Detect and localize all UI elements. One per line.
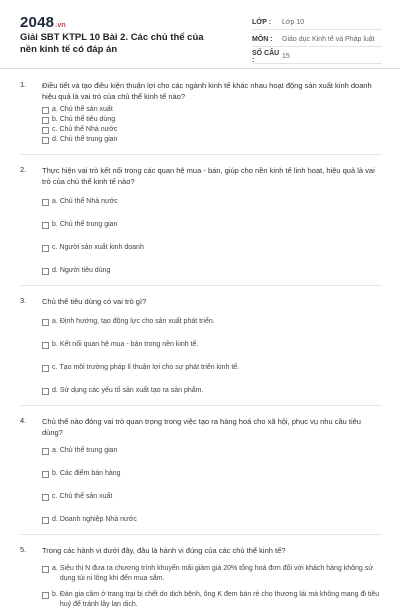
option-c[interactable] [42, 243, 382, 253]
option-text: Người sản xuất kinh doanh [59, 244, 144, 251]
option-c[interactable] [42, 125, 382, 135]
option-d[interactable] [42, 266, 382, 276]
checkbox-icon[interactable] [42, 388, 49, 395]
question-2 [20, 165, 382, 276]
option-letter: a. [52, 565, 58, 572]
option-text: Chủ thể trung gian [59, 447, 118, 454]
option-text: Doanh nghiệp Nhà nước [59, 516, 137, 523]
question-3 [20, 296, 382, 396]
option-letter: a. [52, 447, 58, 454]
question-number: 2. [20, 165, 27, 174]
option-text: Sử dụng các yếu tố sản xuất tạo ra sản phẩm. [59, 387, 204, 394]
meta-row-subject [252, 33, 382, 47]
checkbox-icon[interactable] [42, 117, 49, 124]
meta-value: 15 [282, 53, 290, 60]
question-1 [20, 80, 382, 145]
option-text: Đàn gia cầm ở trang trại bị chết do dịch bệnh, ông K đem bán rẻ cho thương lái mà không mang đi tiêu huỷ để tránh lây lan dịch. [59, 591, 380, 608]
checkbox-icon[interactable] [42, 566, 49, 573]
option-d[interactable] [42, 135, 382, 145]
option-letter: c. [52, 244, 58, 251]
option-c[interactable] [42, 363, 382, 373]
site-logo[interactable] [20, 14, 66, 31]
option-letter: c. [52, 126, 58, 133]
option-letter: b. [52, 221, 58, 228]
option-letter: b. [52, 591, 58, 598]
meta-row-count [252, 50, 382, 64]
checkbox-icon[interactable] [42, 592, 49, 599]
meta-info [252, 16, 382, 67]
question-stem: Chủ thể tiêu dùng có vai trò gì? [42, 297, 147, 306]
option-text: Siêu thị N đưa ra chương trình khuyến mãi giảm giá 20% tổng hoá đơn đối với khách hàng không sử dụng túi ni lông khi đến mua sắm. [59, 565, 373, 582]
option-b[interactable] [42, 590, 382, 610]
question-4 [20, 416, 382, 525]
question-stem: Thực hiện vai trò kết nối trong các quan hệ mua - bán, giúp cho nền kinh tế linh hoạt, hiệu quả là vai trò của chủ thể kinh tế nào? [42, 166, 375, 186]
header-divider [0, 68, 400, 69]
option-text: Kết nối quan hệ mua - bán trong nền kinh tế. [59, 341, 199, 348]
option-text: Chủ thể sản xuất [59, 106, 113, 113]
question-divider [20, 154, 382, 155]
checkbox-icon[interactable] [42, 319, 49, 326]
option-letter: a. [52, 106, 58, 113]
checkbox-icon[interactable] [42, 107, 49, 114]
option-a[interactable] [42, 197, 382, 207]
question-number: 3. [20, 296, 27, 305]
option-text: Chủ thể sản xuất [59, 493, 113, 500]
question-divider [20, 534, 382, 535]
option-a[interactable] [42, 317, 382, 327]
question-divider [20, 405, 382, 406]
meta-key: MÔN : [252, 36, 273, 43]
checkbox-icon[interactable] [42, 127, 49, 134]
option-d[interactable] [42, 515, 382, 525]
option-text: Chủ thể tiêu dùng [59, 116, 116, 123]
question-5 [20, 545, 382, 610]
question-stem: Chủ thể nào đóng vai trò quan trọng trong việc tạo ra hàng hoá cho xã hội, phục vụ nhu cầu tiêu dùng? [42, 417, 361, 437]
checkbox-icon[interactable] [42, 268, 49, 275]
question-stem: Trong các hành vi dưới đây, đâu là hành vi đúng của các chủ thể kinh tế? [42, 546, 286, 555]
meta-row-grade [252, 16, 382, 30]
meta-value: Lớp 10 [282, 19, 305, 26]
option-letter: b. [52, 470, 58, 477]
question-number: 5. [20, 545, 27, 554]
option-c[interactable] [42, 492, 382, 502]
option-letter: d. [52, 267, 58, 274]
option-d[interactable] [42, 386, 382, 396]
checkbox-icon[interactable] [42, 517, 49, 524]
logo-main: 2048 [20, 14, 55, 31]
option-letter: d. [52, 136, 58, 143]
checkbox-icon[interactable] [42, 199, 49, 206]
checkbox-icon[interactable] [42, 448, 49, 455]
option-text: Chủ thể trung gian [59, 136, 118, 143]
checkbox-icon[interactable] [42, 365, 49, 372]
checkbox-icon[interactable] [42, 137, 49, 144]
option-b[interactable] [42, 340, 382, 350]
option-letter: b. [52, 116, 58, 123]
checkbox-icon[interactable] [42, 342, 49, 349]
option-text: Các điểm bán hàng [59, 470, 121, 477]
option-letter: a. [52, 318, 58, 325]
question-number: 1. [20, 80, 27, 89]
logo-suffix: .vn [55, 22, 66, 29]
option-text: Chủ thể Nhà nước [59, 126, 118, 133]
checkbox-icon[interactable] [42, 494, 49, 501]
meta-key: LỚP : [252, 19, 272, 26]
checkbox-icon[interactable] [42, 471, 49, 478]
option-a[interactable] [42, 446, 382, 456]
option-letter: c. [52, 493, 58, 500]
checkbox-icon[interactable] [42, 222, 49, 229]
meta-value: Giáo dục Kinh tế và Pháp luật [282, 36, 375, 43]
question-stem: Điều tiết và tạo điều kiện thuận lợi cho các ngành kinh tế khác nhau hoạt động sản xuất kinh doanh hiệu quả là vai trò của chủ thể kinh tế nào? [42, 81, 372, 101]
option-text: Định hướng, tạo động lực cho sản xuất phát triển. [59, 318, 215, 325]
header [0, 0, 400, 68]
option-text: Tạo môi trường pháp lí thuận lợi cho sự phát triển kinh tế. [59, 364, 240, 371]
option-a[interactable] [42, 105, 382, 115]
meta-key: SỐ CÂU : [252, 49, 280, 64]
option-letter: b. [52, 341, 58, 348]
option-text: Chủ thể trung gian [59, 221, 118, 228]
option-b[interactable] [42, 220, 382, 230]
document-title: Giải SBT KTPL 10 Bài 2. Các chủ thể của nền kinh tế có đáp án [20, 32, 204, 55]
option-letter: a. [52, 198, 58, 205]
option-b[interactable] [42, 115, 382, 125]
option-letter: d. [52, 387, 58, 394]
question-number: 4. [20, 416, 27, 425]
option-letter: c. [52, 364, 58, 371]
checkbox-icon[interactable] [42, 245, 49, 252]
option-letter: d. [52, 516, 58, 523]
question-divider [20, 285, 382, 286]
option-text: Người tiêu dùng [59, 267, 111, 274]
question-list [20, 80, 382, 610]
option-a[interactable] [42, 564, 382, 584]
option-text: Chủ thể Nhà nước [59, 198, 118, 205]
option-b[interactable] [42, 469, 382, 479]
